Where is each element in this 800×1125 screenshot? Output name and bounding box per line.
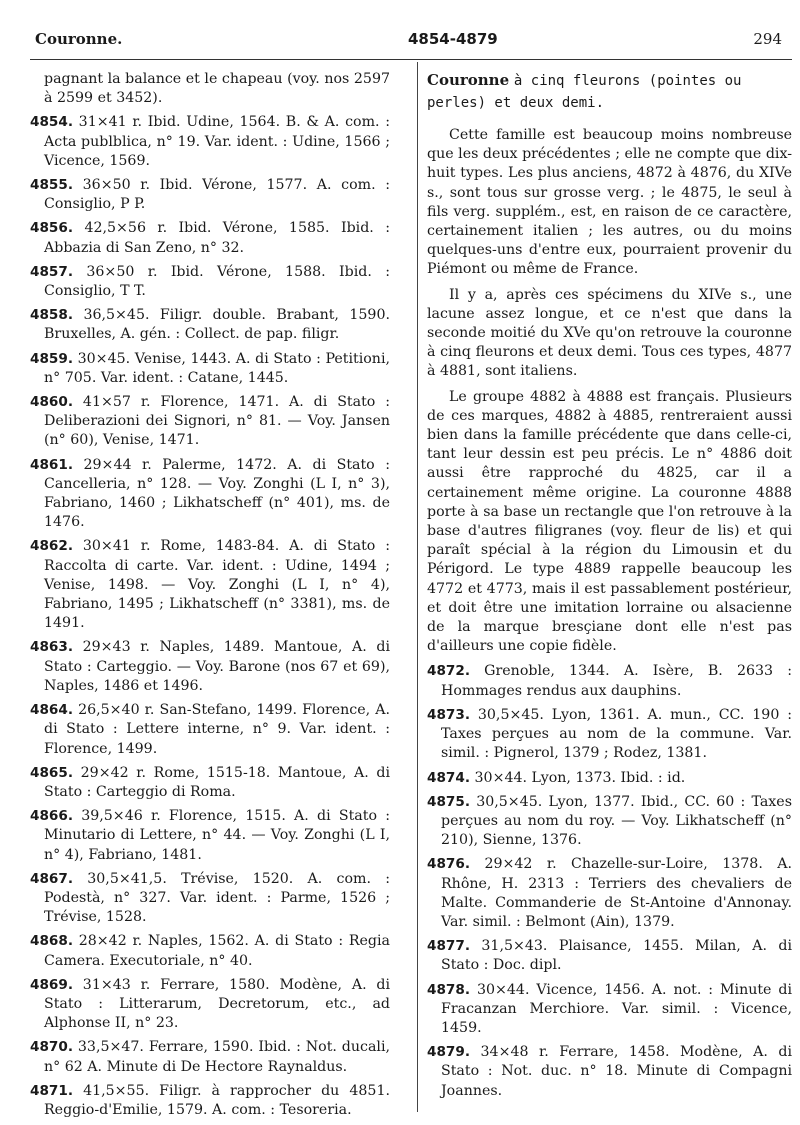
entry-text: 29×43 r. Naples, 1489. Mantoue, A. di Stato : Carteggio. — Voy. Barone (nos 67 et 69), Naples, 1486 et 1496. [44,639,390,694]
entry-text: 31,5×43. Plaisance, 1455. Milan, A. di Stato : Doc. dipl. [441,938,792,974]
entry-number: 4857. [30,263,73,280]
page-header [35,30,782,54]
entry-number: 4867. [30,870,73,887]
catalog-entry [427,937,792,975]
entry-text: 30,5×45. Lyon, 1377. Ibid., CC. 60 : Taxes perçues au nom du roy. — Voy. Likhatscheff (n° 210), Sienne, 1376. [441,793,792,849]
entry-text: 30×45. Venise, 1443. A. di Stato : Petitioni, n° 705. Var. ident. : Catane, 1445. [44,350,390,386]
catalog-entry [30,113,390,171]
intro-paragraph: Le groupe 4882 à 4888 est français. Plusieurs de ces marques, 4882 à 4885, rentreraient aussi bien dans la famille précédente que dans celle-ci, tant leur dessin est peu précis. Le n° 4886 doit aussi être rapproché du 4825, car il a certainement même origine. La couronne 4888 porte à sa base un rectangle que l'on retrouve à la base d'autres filigranes (voy. fleur de lis) et qui paraît spécial à la région du Limousin et du Périgord. Le type 4889 rappelle beaucoup les 4772 et 4773, mais il est passablement postérieur, et doit être une imitation lorraine ou alsacienne de la marque bresçiane dont elle n'est pas d'ailleurs une copie fidèle. [427,388,792,655]
catalog-entry [30,306,390,344]
catalog-entry [30,976,390,1034]
entry-number: 4859. [30,350,73,367]
page-number: 294 [753,30,782,48]
entry-number: 4855. [30,177,73,194]
entry-text: 29×44 r. Palerme, 1472. A. di Stato : Cancelleria, n° 128. — Voy. Zonghi (L I, n° 3), Fabriano, 1460 ; Likhatscheff (n° 401), ms. de 1476. [44,456,390,531]
catalog-entry [427,855,792,932]
entry-text: 41,5×55. Filigr. à rapprocher du 4851. Reggio-d'Emilie, 1579. A. com. : Tesoreria. [44,1082,390,1118]
entry-number: 4873. [427,706,470,723]
entry-number: 4865. [30,764,73,781]
entry-number: 4854. [30,114,73,131]
catalog-entry [30,537,390,633]
catalog-entry [30,870,390,928]
entry-text: 42,5×56 r. Ibid. Vérone, 1585. Ibid. : Abbazia di San Zeno, n° 32. [44,220,390,256]
entry-number: 4863. [30,639,73,656]
catalog-entry [30,219,390,257]
right-entries [427,662,792,1100]
entry-number: 4871. [30,1082,73,1099]
entry-text: 30×44. Vicence, 1456. A. not. : Minute di Fracanzan Merchiore. Var. simil. : Vicence, 1459. [441,981,792,1036]
catalog-entry [30,350,390,388]
entry-text: 30,5×45. Lyon, 1361. A. mun., CC. 190 : Taxes perçues au nom de la commune. Var. simil. : Pignerol, 1379 ; Rodez, 1381. [441,706,792,762]
entry-text: 28×42 r. Naples, 1562. A. di Stato : Regia Camera. Executoriale, n° 40. [44,933,390,969]
entry-text: 26,5×40 r. San-Stefano, 1499. Florence, A. di Stato : Lettere interne, n° 9. Var. ident. : Florence, 1499. [44,702,390,757]
catalog-entry [427,706,792,764]
header-rule [30,59,792,60]
entry-number: 4869. [30,976,73,993]
entry-text: 36×50 r. Ibid. Vérone, 1588. Ibid. : Consiglio, T T. [44,263,390,300]
entry-number: 4868. [30,933,73,950]
right-column [427,70,792,1106]
entry-number: 4858. [30,307,73,324]
catalog-entry [30,1082,390,1120]
entry-number: 4874. [427,769,470,786]
catalog-entry [30,807,390,865]
section-title-rest: à cinq fleurons (pointes ou perles) et deux demi. [427,73,742,111]
entry-text: 31×43 r. Ferrare, 1580. Modène, A. di Stato : Litterarum, Decretorum, etc., ad Alphonse II, n° 23. [44,976,390,1032]
entry-number: 4856. [30,220,73,237]
catalog-entry [30,764,390,802]
entry-text: 30×41 r. Rome, 1483-84. A. di Stato : Raccolta di carte. Var. ident. : Udine, 1494 ; Venise, 1498. — Voy. Zonghi (L I, n° 4), Fabriano, 1495 ; Likhatscheff (n° 3381), ms. de 1491. [44,538,390,632]
catalog-entry [30,638,390,696]
entry-text: 29×42 r. Chazelle-sur-Loire, 1378. A. Rhône, H. 2313 : Terriers des chevaliers de Malte. Commanderie de St-Antoine d'Annonay. Var. simil. : Belmont (Ain), 1379. [441,856,793,930]
intro-paragraph: Il y a, après ces spécimens du XIVe s., une lacune assez longue, et ce n'est que dans la seconde moitié du XVe qu'on retrouve la couronne à cinq fleurons et deux demi. Tous ces types, 4877 à 4881, sont italiens. [427,286,792,380]
section-title [427,70,792,114]
catalog-entry [427,769,792,788]
entry-text: 30,5×41,5. Trévise, 1520. A. com. : Podestà, n° 327. Var. ident. : Parme, 1526 ; Trévise, 1528. [44,870,391,926]
running-title: Couronne. [35,30,123,48]
catalog-entry [30,393,390,451]
entry-text: 36,5×45. Filigr. double. Brabant, 1590. Bruxelles, A. gén. : Collect. de pap. filigr. [44,307,390,343]
entry-number: 4862. [30,538,73,555]
catalog-entry [427,793,792,851]
catalog-entry [30,456,390,533]
entry-text: 31×41 r. Ibid. Udine, 1564. B. & A. com. : Acta publblica, n° 19. Var. ident. : Udine, 1566 ; Vicence, 1569. [44,114,390,169]
entry-number: 4875. [427,793,470,810]
entry-range: 4854-4879 [408,30,498,48]
entry-number: 4864. [30,702,73,719]
entry-text: 39,5×46 r. Florence, 1515. A. di Stato : Minutario di Lettere, n° 44. — Voy. Zonghi (L I, n° 4), Fabriano, 1481. [44,808,390,863]
catalog-entry [30,701,390,759]
entry-text: 34×48 r. Ferrare, 1458. Modène, A. di Stato : Not. duc. n° 18. Minute di Compagni Joannes. [441,1044,793,1099]
entry-number: 4879. [427,1044,470,1061]
entry-text: 36×50 r. Ibid. Vérone, 1577. A. com. : Consiglio, P P. [44,177,391,213]
entry-text: 29×42 r. Rome, 1515-18. Mantoue, A. di Stato : Carteggio di Roma. [44,764,390,800]
entry-text: 41×57 r. Florence, 1471. A. di Stato : Deliberazioni dei Signori, n° 81. — Voy. Jansen (n° 60), Venise, 1471. [44,394,391,449]
entry-number: 4872. [427,663,470,680]
catalog-entry [30,1038,390,1076]
entry-number: 4860. [30,394,73,411]
section-title-word: Couronne [427,71,510,89]
catalog-entry [30,932,390,970]
entry-number: 4870. [30,1039,73,1056]
entry-number: 4878. [427,981,470,998]
entry-text: 30×44. Lyon, 1373. Ibid. : id. [474,769,686,786]
continuation-text: pagnant la balance et le chapeau (voy. nos 2597 à 2599 et 3452). [44,71,390,107]
catalog-entry [427,981,792,1039]
catalog-entry [427,1043,792,1101]
catalog-entry [30,263,390,301]
left-column [30,70,390,1125]
catalog-entry [427,662,792,700]
entry-number: 4866. [30,808,73,825]
left-entries [30,113,390,1120]
entry-number: 4861. [30,456,73,473]
entry-number: 4876. [427,856,470,873]
catalog-entry [30,176,390,214]
intro-paragraph: Cette famille est beaucoup moins nombreuse que les deux précédentes ; elle ne compte que dix-huit types. Les plus anciens, 4872 à 4876, du XIVe s., sont tous sur grosse verg. ; le 4875, le seul à fils verg. supplém., est, en raison de ce caractère, certainement italien ; les autres, ou du moins quelques-uns d'entre eux, pourraient provenir du Piémont ou même de France. [427,127,792,278]
column-divider [417,62,418,1112]
entry-text: Grenoble, 1344. A. Isère, B. 2633 : Hommages rendus aux dauphins. [441,663,793,699]
entry-number: 4877. [427,938,470,955]
entry-text: 33,5×47. Ferrare, 1590. Ibid. : Not. ducali, n° 62 A. Minute di De Hectore Raynaldus. [44,1039,390,1075]
